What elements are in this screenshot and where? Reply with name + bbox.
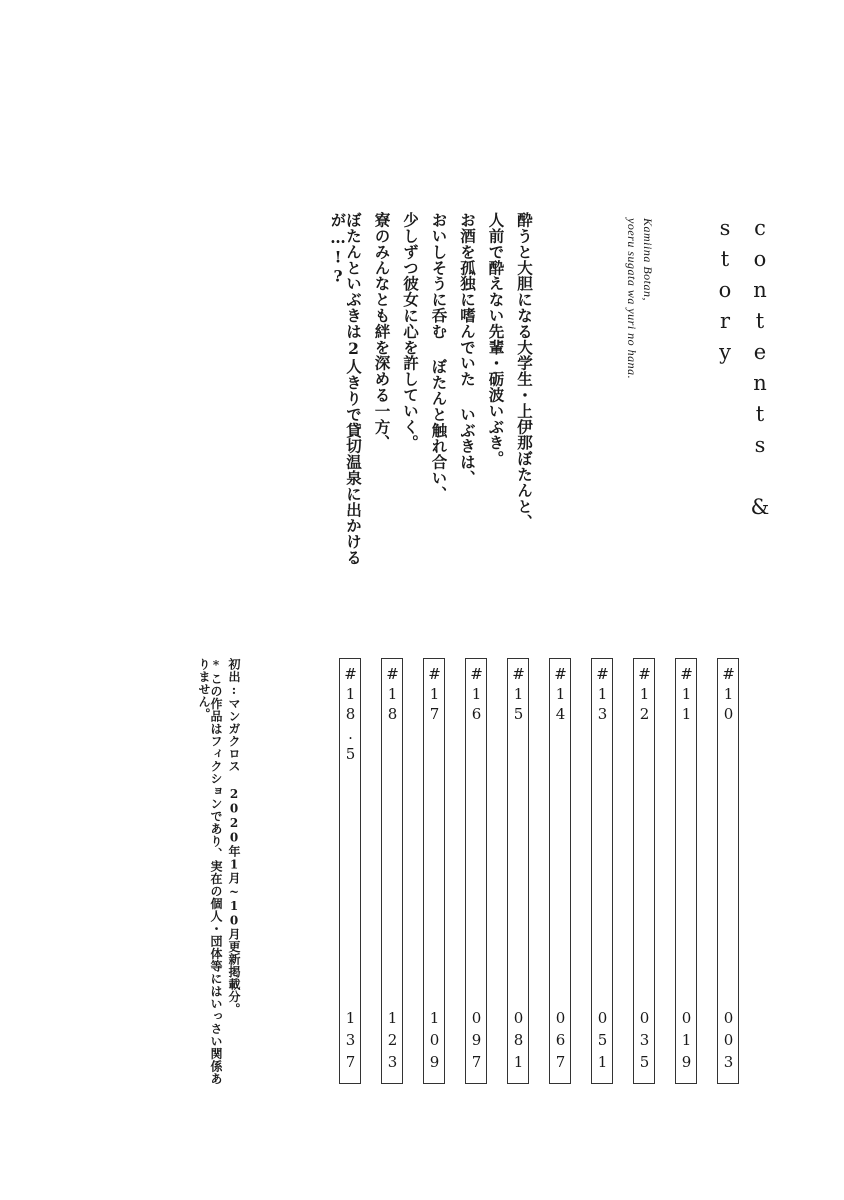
fiction-disclaimer: *この作品はフィクションであり、実在の個人・団体等にはいっさい関係ありません。	[197, 658, 223, 1085]
chapter-page: 003	[719, 1009, 738, 1075]
chapter-page: 137	[341, 1009, 360, 1075]
chapter-entry-13[interactable]	[591, 658, 613, 1084]
story-line: おいしそうに呑む ぼたんと触れ合い、	[429, 212, 449, 502]
chapter-page: 019	[677, 1009, 696, 1075]
chapter-page: 051	[593, 1009, 612, 1075]
chapter-number: #11	[677, 665, 696, 725]
chapter-list	[339, 658, 739, 1084]
chapter-entry-18[interactable]	[381, 658, 403, 1084]
chapter-number: #18	[383, 665, 402, 725]
chapter-entry-10[interactable]	[717, 658, 739, 1084]
chapter-number: #15	[509, 665, 528, 725]
chapter-page: 109	[425, 1009, 444, 1075]
publication-notes	[198, 658, 240, 1088]
chapter-page: 123	[383, 1009, 402, 1075]
story-line: 人前で酔えない先輩・砺波いぶき。	[486, 212, 506, 467]
title-line-story: story	[713, 216, 737, 371]
story-line: 少しずつ彼女に心を許していく。	[401, 212, 420, 451]
contents-title	[690, 216, 770, 556]
chapter-entry-17[interactable]	[423, 658, 445, 1084]
chapter-number: #17	[425, 665, 444, 725]
story-synopsis	[330, 212, 532, 582]
chapter-entry-16[interactable]	[465, 658, 487, 1084]
chapter-number: #10	[719, 665, 738, 725]
chapter-number: #16	[467, 665, 486, 725]
chapter-entry-12[interactable]	[633, 658, 655, 1084]
first-publication-note: 初出:マンガクロス 2020年1月~10月更新掲載分。	[227, 658, 241, 1016]
chapter-page: 035	[635, 1009, 654, 1075]
story-line: 寮のみんなとも絆を深める一方、	[372, 212, 392, 451]
title-line-contents: contents &	[748, 216, 772, 526]
story-line: ぼたんといぶきは2人きりで貸切温泉に出かけるが…!?	[328, 212, 363, 566]
chapter-entry-14[interactable]	[549, 658, 571, 1084]
chapter-entry-15[interactable]	[507, 658, 529, 1084]
chapter-page: 067	[551, 1009, 570, 1075]
chapter-number: #12	[635, 665, 654, 725]
chapter-entry-18-5[interactable]	[339, 658, 361, 1084]
chapter-number: #18.5	[341, 665, 360, 765]
chapter-number: #14	[551, 665, 570, 725]
subtitle-line-1: Kamiina Botan,	[641, 218, 655, 302]
chapter-page: 081	[509, 1009, 528, 1075]
subtitle-line-2: yoeru sugata wa yuri no hana.	[625, 218, 639, 380]
chapter-entry-11[interactable]	[675, 658, 697, 1084]
story-line: 酔うと大胆になる大学生・上伊那ぼたんと、	[515, 212, 534, 530]
story-line: お酒を孤独に嗜んでいた いぶきは、	[458, 212, 477, 486]
chapter-page: 097	[467, 1009, 486, 1075]
series-subtitle	[626, 218, 654, 408]
chapter-number: #13	[593, 665, 612, 725]
